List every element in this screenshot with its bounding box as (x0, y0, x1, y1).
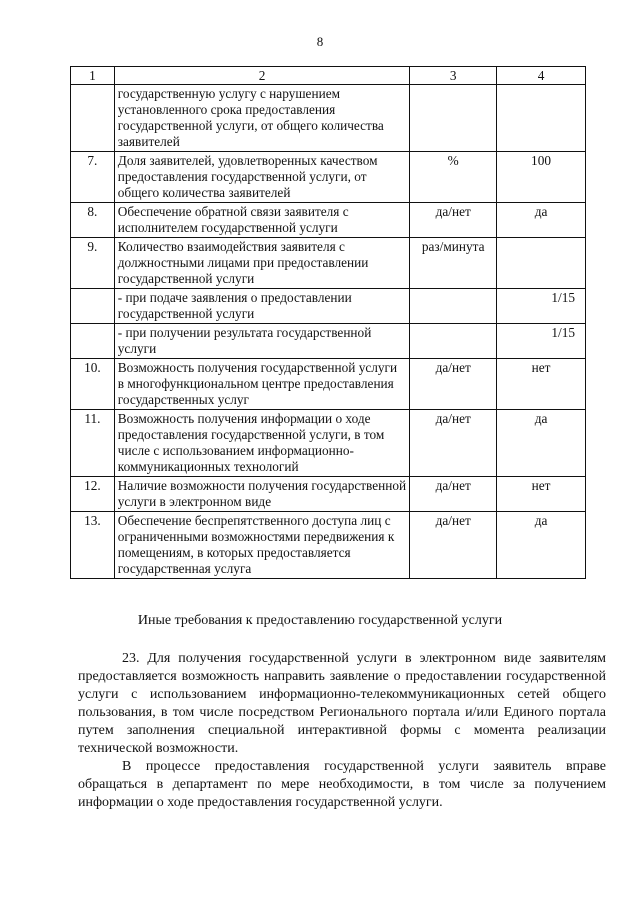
row-value (497, 85, 586, 152)
row-number (71, 324, 115, 359)
table-header-row (71, 67, 586, 85)
row-number (71, 289, 115, 324)
row-value: 1/15 (497, 289, 586, 324)
row-text: государственную услугу с нарушением установленного срока предоставления государственной услуги, от общего количества заявителей (114, 85, 410, 152)
requirements-table (70, 66, 586, 579)
table-row (71, 324, 586, 359)
header-col-1: 1 (71, 67, 115, 85)
table-row (71, 85, 586, 152)
row-text: - при подаче заявления о предоставлении государственной услуги (114, 289, 410, 324)
page-number: 8 (316, 34, 324, 49)
paragraph-23b-text: В процессе предоставления государственной услуги заявитель вправе обращаться в департамент по мере необходимости, в том числе за получением информации о ходе предоставления государственной услуги. (78, 759, 606, 810)
row-number: 8. (71, 203, 115, 238)
table-row (71, 289, 586, 324)
row-text: Возможность получения информации о ходе предоставления государственной услуги, в том числе с использованием информационно-коммуникационных технологий (114, 410, 410, 477)
row-value: да (497, 512, 586, 579)
header-col-4: 4 (497, 67, 586, 85)
paragraph-23-continuation (78, 758, 606, 812)
row-text: Обеспечение беспрепятственного доступа лиц с ограниченными возможностями передвижения к помещениям, в которых предоставляется государственная услуга (114, 512, 410, 579)
row-text: - при получении результата государственной услуги (114, 324, 410, 359)
row-unit (410, 324, 497, 359)
row-number: 12. (71, 477, 115, 512)
row-number: 10. (71, 359, 115, 410)
row-text: Наличие возможности получения государственной услуги в электронном виде (114, 477, 410, 512)
row-value: 1/15 (497, 324, 586, 359)
table-row (71, 477, 586, 512)
row-unit: да/нет (410, 410, 497, 477)
row-unit: да/нет (410, 477, 497, 512)
header-col-3: 3 (410, 67, 497, 85)
row-value: нет (497, 477, 586, 512)
paragraph-23 (78, 650, 606, 758)
row-value: 100 (497, 152, 586, 203)
table-row (71, 410, 586, 477)
row-number: 13. (71, 512, 115, 579)
row-value: да (497, 203, 586, 238)
row-number: 9. (71, 238, 115, 289)
row-number: 11. (71, 410, 115, 477)
table-row (71, 238, 586, 289)
row-unit: да/нет (410, 203, 497, 238)
row-unit: да/нет (410, 512, 497, 579)
table-row (71, 203, 586, 238)
row-text: Обеспечение обратной связи заявителя с исполнителем государственной услуги (114, 203, 410, 238)
row-text: Возможность получения государственной услуги в многофункциональном центре предоставления государственных услуг (114, 359, 410, 410)
row-unit: да/нет (410, 359, 497, 410)
section-title: Иные требования к предоставлению государственной услуги (137, 613, 503, 628)
row-unit: % (410, 152, 497, 203)
row-unit: раз/минута (410, 238, 497, 289)
row-text: Количество взаимодействия заявителя с должностными лицами при предоставлении государственной услуги (114, 238, 410, 289)
table-row (71, 152, 586, 203)
row-value: да (497, 410, 586, 477)
row-unit (410, 289, 497, 324)
row-number (71, 85, 115, 152)
row-unit (410, 85, 497, 152)
row-value: нет (497, 359, 586, 410)
table-row (71, 359, 586, 410)
paragraph-23-text: 23. Для получения государственной услуги в электронном виде заявителям предоставляется возможность направить заявление о предоставлении государственной услуги с использованием информационно-телекоммуникационных сетей общего пользования, в том числе посредством Регионального портала и/или Единого портала путем заполнения специальной интерактивной формы с момента реализации технической возможности. (78, 651, 606, 756)
header-col-2: 2 (114, 67, 410, 85)
table-row (71, 512, 586, 579)
row-text: Доля заявителей, удовлетворенных качеством предоставления государственной услуги, от общего количества заявителей (114, 152, 410, 203)
row-number: 7. (71, 152, 115, 203)
row-value (497, 238, 586, 289)
